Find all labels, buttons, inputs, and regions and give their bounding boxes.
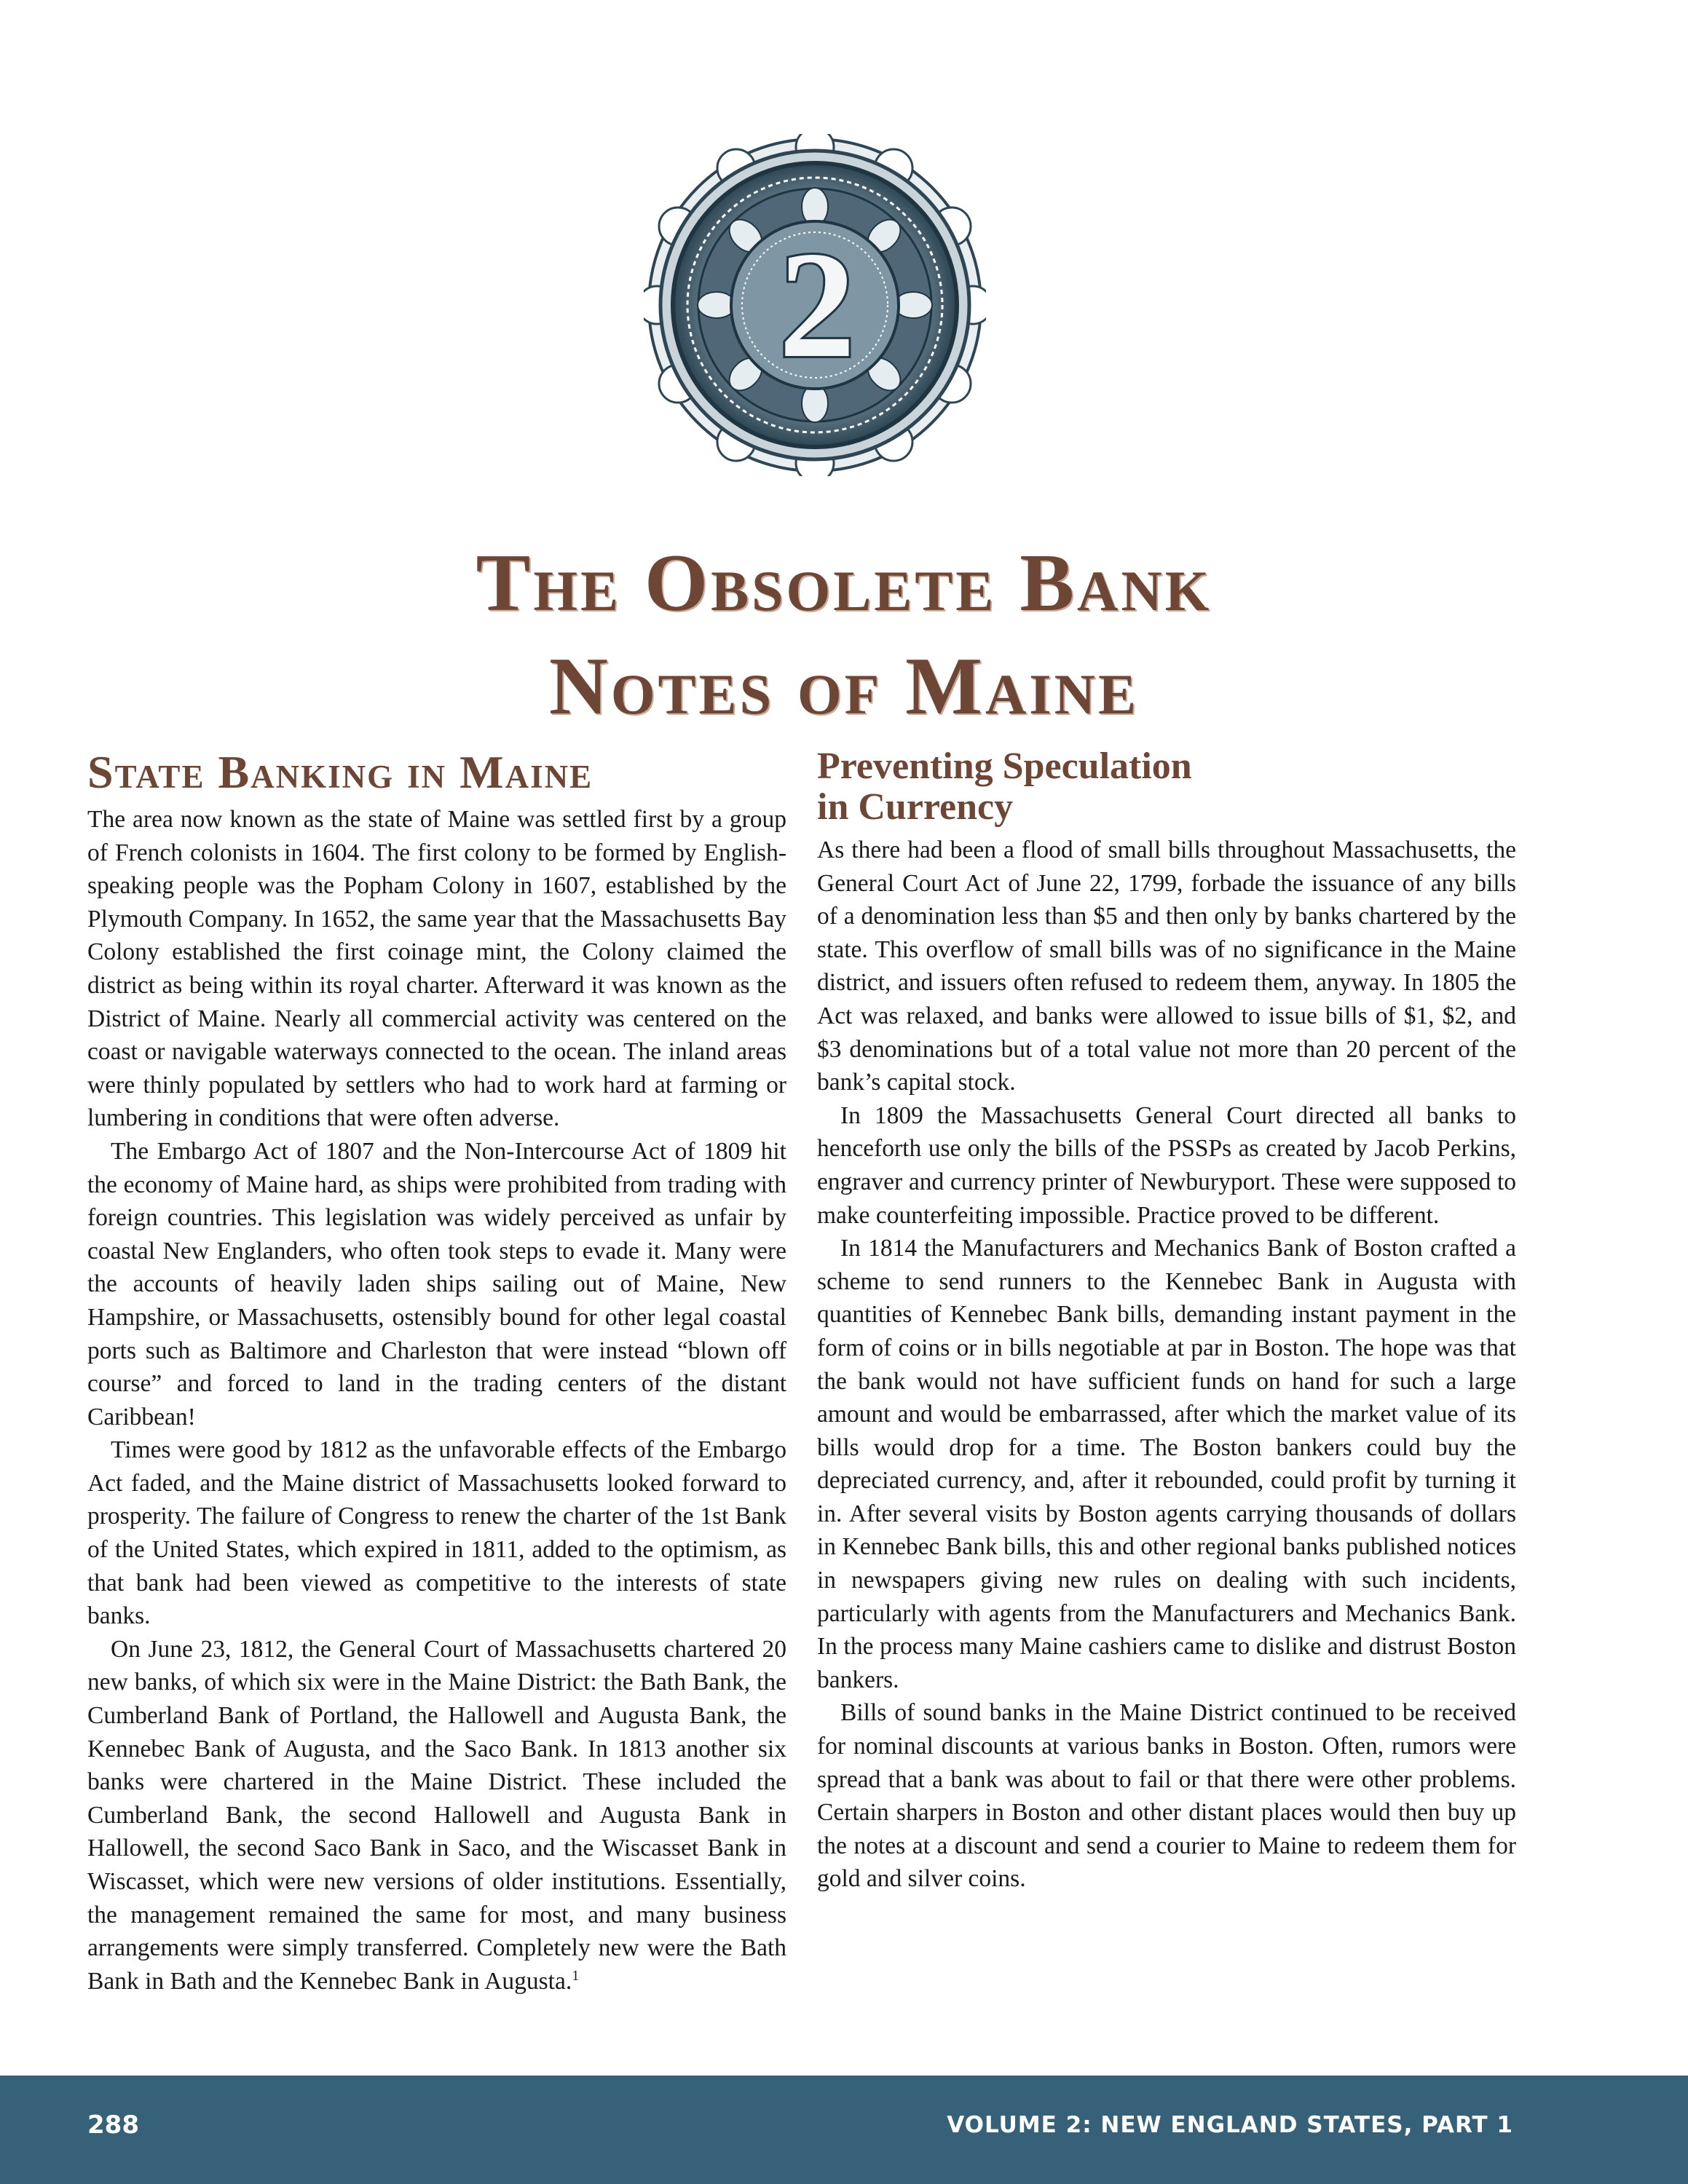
running-title: VOLUME 2: NEW ENGLAND STATES, PART 1 [947,2112,1513,2138]
section-heading-line1: Preventing Speculation [817,745,1192,787]
paragraph: In 1814 the Manufacturers and Mechanics Bank of Boston crafted a scheme to send runners to the Kennebec Bank in Augusta with quantities of Kennebec Bank bills, demanding instant payment in the form of coins or in bills negotiable at par in Boston. The hope was that the bank would not have sufficient funds on hand for such a large amount and would be embarrassed, after which the market value of its bills would drop for a time. The Boston bankers could buy the depreciated currency, and, after it rebounded, could profit by turning it in. After several visits by Boston agents carrying thousands of dollars in Kennebec Bank bills, this and other regional banks published notices in newspapers giving new rules on dealing with such incidents, particularly with agents from the Manufacturers and Mechanics Bank. In the process many Maine cashiers came to dislike and distrust Boston bankers. [817,1235,1516,1693]
page-number: 288 [87,2110,139,2140]
page-footer [0,2076,1688,2184]
paragraph: The Embargo Act of 1807 and the Non-Intercourse Act of 1809 hit the economy of Maine hard, as ships were prohibited from trading with foreign countries. This legislation was widely perceived as unfair by coastal New Englanders, who often took steps to evade it. Many were the accounts of heavily laden ships sailing out of Maine, New Hampshire, or Massachusetts, ostensibly bound for other legal coastal ports such as Baltimore and Charleston that were instead “blown off course” and forced to land in the trading centers of the distant Caribbean! [87,1137,786,1431]
chapter-title-line2: Notes of Maine [548,641,1140,732]
right-column [817,746,1516,1896]
section-heading-preventing-speculation [817,746,1516,828]
chapter-title-line1: The Obsolete Bank [476,538,1212,628]
chapter-number: 2 [778,221,856,389]
chapter-emblem [644,134,986,476]
paragraph: In 1809 the Massachusetts General Court directed all banks to henceforth use only the bills of the PSSPs as created by Jacob Perkins, engraver and currency printer of Newburyport. These were supposed to make counterfeiting impossible. Practice proved to be different. [817,1101,1516,1229]
chapter-title [0,531,1688,738]
paragraph-text: On June 23, 1812, the General Court of Massachusetts chartered 20 new banks, of which six were in the Maine District: the Bath Bank, the Cumberland Bank of Portland, the Hallowell and Augusta Bank, the Kennebec Bank of Augusta, and the Saco Bank. In 1813 another six banks were chartered in the Maine District. These included the Cumberland Bank, the second Hallowell and Augusta Bank in Hallowell, the second Saco Bank in Saco, and the Wiscasset Bank in Wiscasset, which were new versions of older institutions. Essentially, the management remained the same for most, and many business arrangements were simply transferred. Completely new were the Bath Bank in Bath and the Kennebec Bank in Augusta. [87,1635,786,1995]
paragraph [87,1633,786,1998]
paragraph: Bills of sound banks in the Maine District continued to be received for nominal discounts at various banks in Boston. Often, rumors were spread that a bank was about to fail or that there were other problems. Certain sharpers in Boston and other distant places would then buy up the notes at a discount and send a courier to Maine to redeem them for gold and silver coins. [817,1699,1516,1893]
section-heading-state-banking: State Banking in Maine [87,746,593,798]
paragraph: As there had been a flood of small bills throughout Massachusetts, the General Court Act of June 22, 1799, forbade the issuance of any bills of a denomination less than $5 and then only by banks chartered by the state. This overflow of small bills was of no significance in the Maine district, and issuers often refused to redeem them, anyway. In 1805 the Act was relaxed, and banks were allowed to issue bills of $1, $2, and $3 denominations but of a total value not more than 20 percent of the bank’s capital stock. [817,836,1516,1096]
left-column [87,746,786,1998]
section-heading-line2: in Currency [817,786,1014,828]
paragraph: Times were good by 1812 as the unfavorable effects of the Embargo Act faded, and the Maine district of Massachusetts looked forward to prosperity. The failure of Congress to renew the charter of the 1st Bank of the United States, which expired in 1811, added to the optimism, as that bank had been viewed as competitive to the interests of state banks. [87,1436,786,1630]
footnote-marker[interactable]: 1 [572,1967,580,1984]
paragraph: The area now known as the state of Maine was settled first by a group of French colonists in 1604. The first colony to be formed by English-speaking people was the Popham Colony in 1607, established by the Plymouth Company. In 1652, the same year that the Massachusetts Bay Colony established the first coinage mint, the Colony claimed the district as being within its royal charter. Afterward it was known as the District of Maine. Nearly all commercial activity was centered on the coast or navigable waterways connected to the ocean. The inland areas were thinly populated by settlers who had to work hard at farming or lumbering in conditions that were often adverse. [87,806,786,1132]
